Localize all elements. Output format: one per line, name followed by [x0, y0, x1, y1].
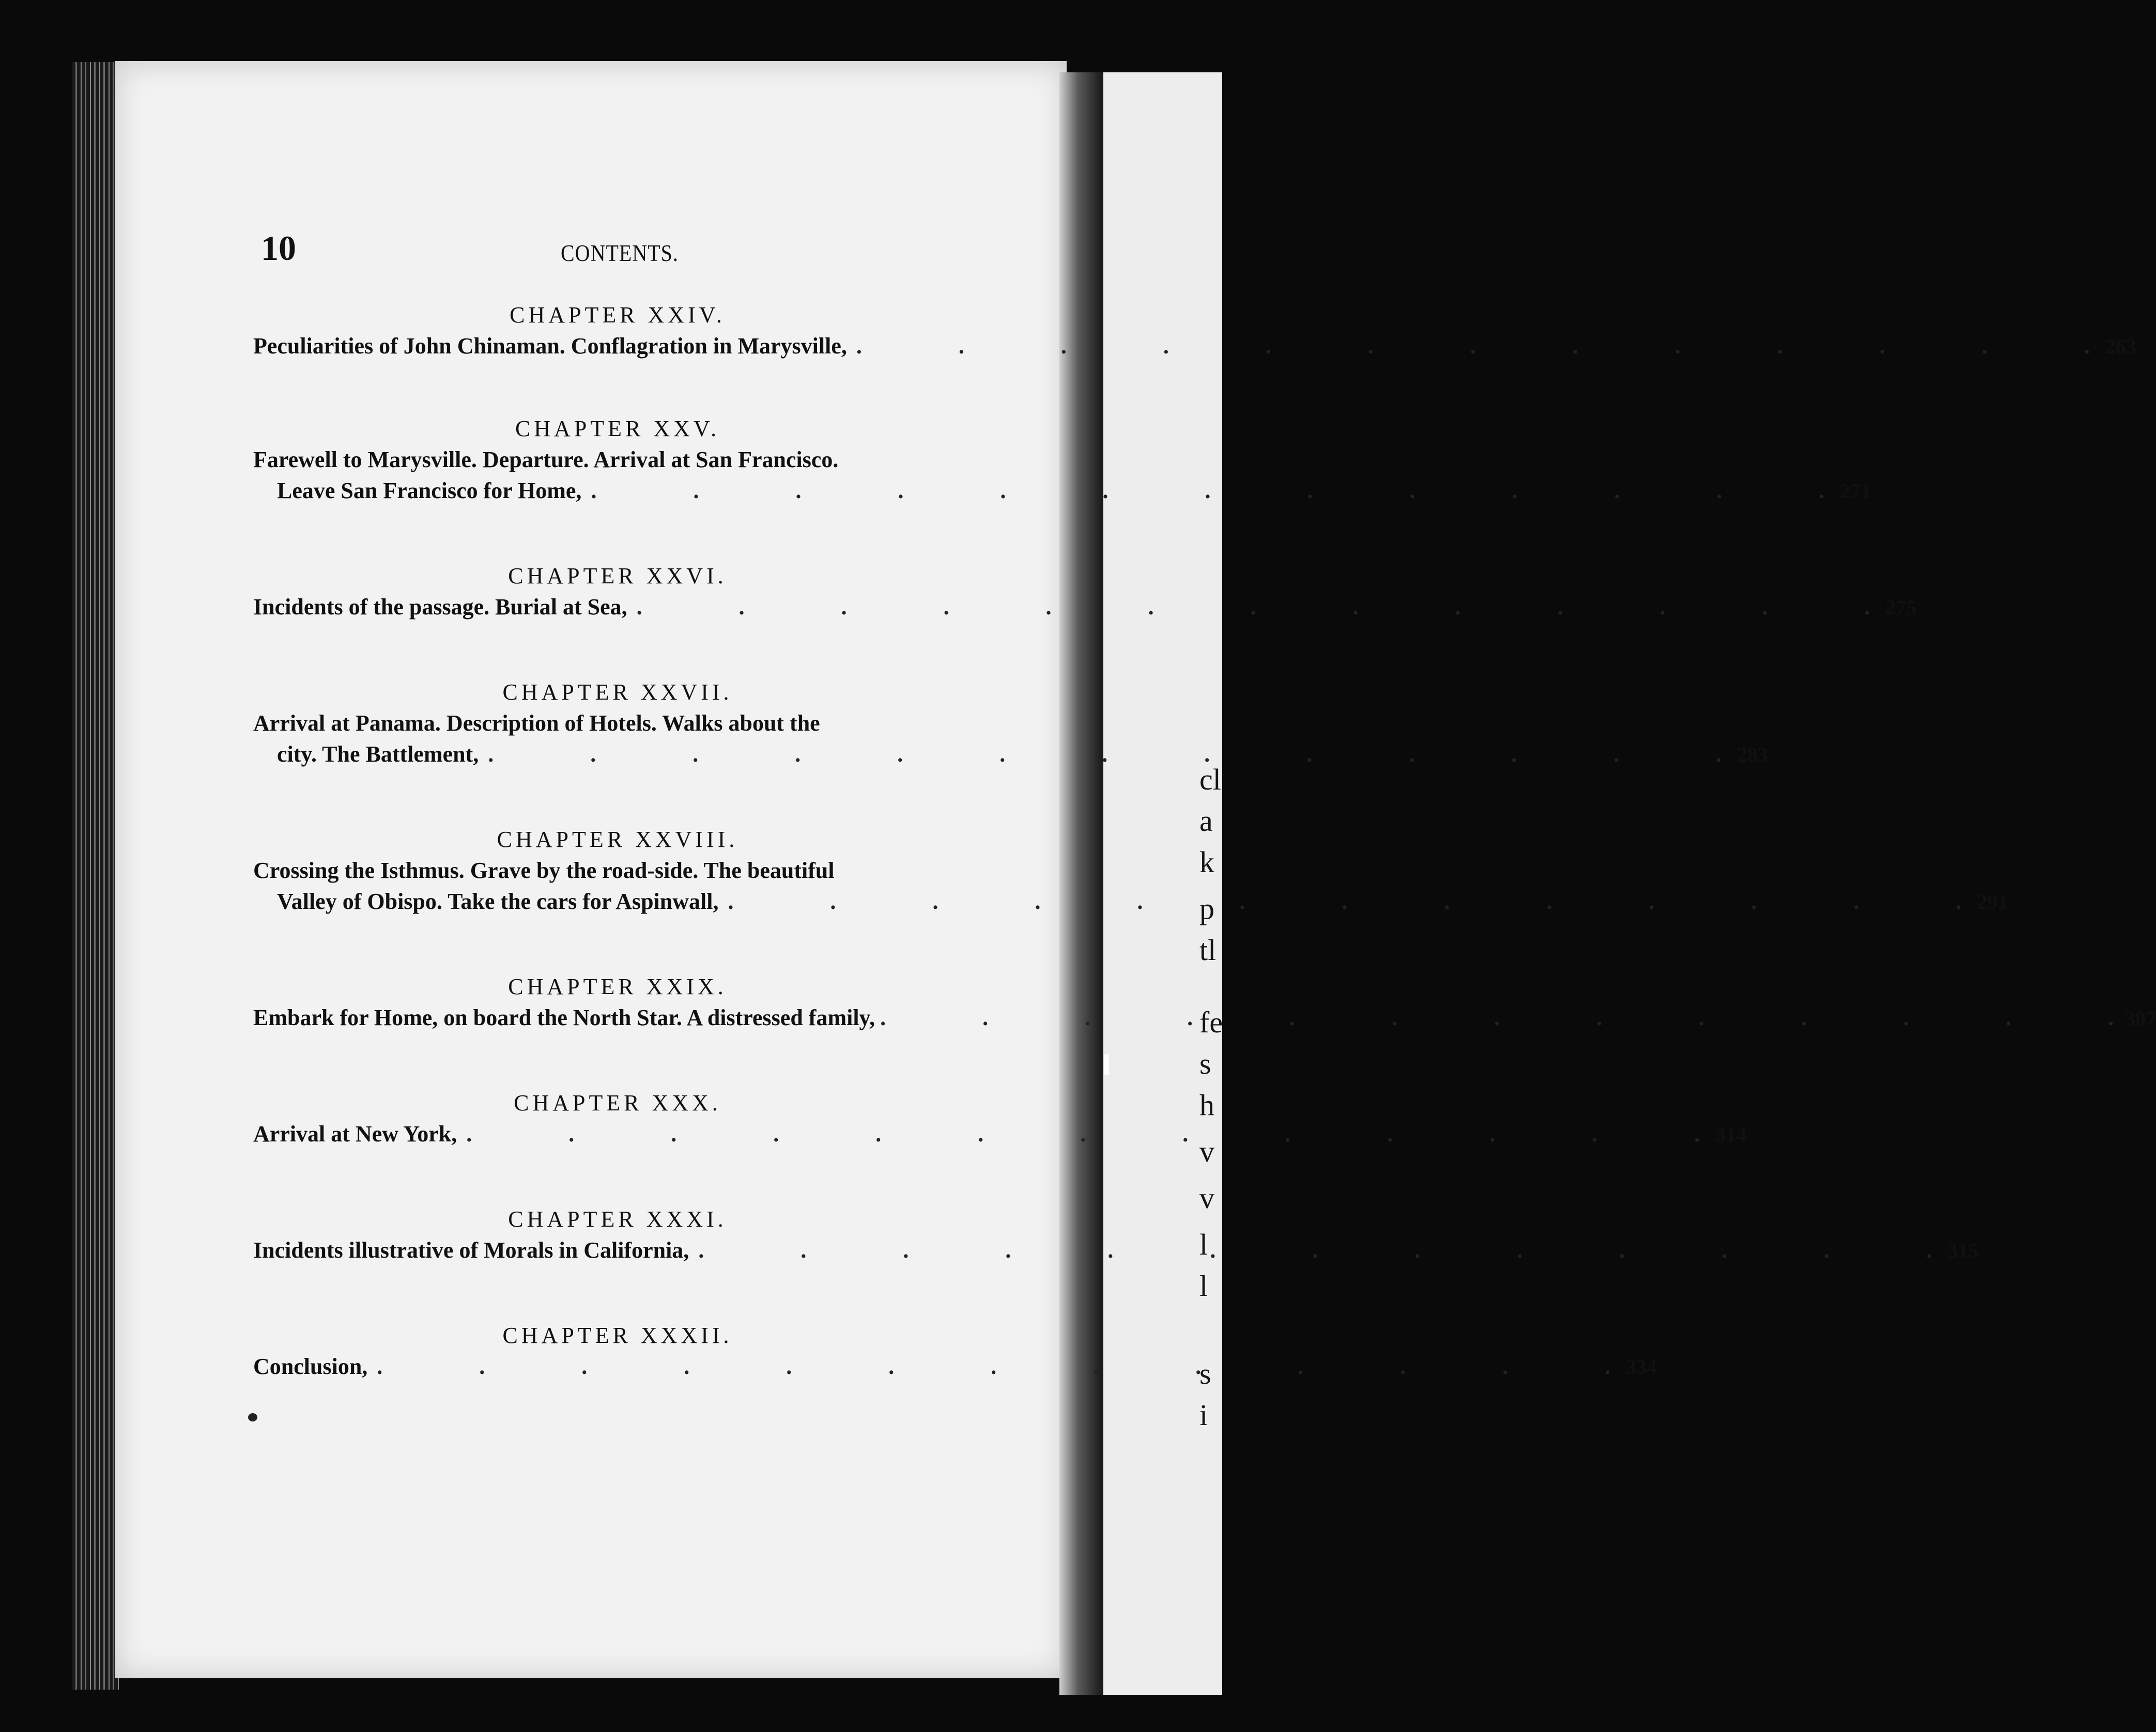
facing-page-fragment: l	[1199, 1228, 1208, 1261]
dot-leader	[591, 475, 1824, 506]
facing-page-fragment: h	[1199, 1088, 1214, 1122]
entry-text: Valley of Obispo. Take the cars for Aspinwall,	[277, 889, 719, 914]
entry-page-number: 307	[2125, 1007, 2156, 1030]
contents-entry	[253, 561, 1917, 623]
page-edge-strips	[72, 62, 119, 1690]
contents-line	[253, 1235, 1979, 1266]
contents-entry	[253, 300, 2136, 362]
facing-page-fragment: v	[1199, 1181, 1214, 1215]
contents-line	[253, 592, 1917, 623]
contents-entry	[253, 677, 1768, 770]
entry-page-number: 275	[1885, 596, 1917, 619]
entry-text: Incidents illustrative of Morals in California,	[253, 1238, 689, 1263]
chapter-heading: CHAPTER XXXI.	[508, 1207, 727, 1232]
contents-line	[253, 1351, 1657, 1382]
page-number: 10	[261, 228, 296, 268]
entry-text: Farewell to Marysville. Departure. Arrival at San Francisco.	[253, 447, 839, 472]
contents-line	[253, 708, 982, 739]
facing-page-fragment: k	[1199, 845, 1214, 879]
facing-page-fragment: tl	[1199, 933, 1216, 967]
facing-page-fragment: l	[1199, 1269, 1208, 1303]
entry-text: Conclusion,	[253, 1354, 368, 1379]
entry-text: Arrival at Panama. Description of Hotels. Walks about the	[253, 710, 820, 736]
entry-page-number: 334	[1626, 1355, 1657, 1379]
contents-line	[253, 739, 1768, 770]
contents-entry	[253, 824, 2008, 917]
facing-page-fragment: cl	[1199, 763, 1221, 796]
chapter-heading: CHAPTER XXXII.	[502, 1323, 733, 1348]
facing-page-fragment: v	[1199, 1135, 1214, 1168]
chapter-heading: CHAPTER XXX.	[514, 1090, 721, 1116]
facing-page-fragment: s	[1199, 1357, 1211, 1390]
chapter-heading: CHAPTER XXVIII.	[497, 827, 738, 852]
contents-line	[253, 444, 982, 475]
dot-leader	[637, 592, 1870, 623]
entry-page-number: 291	[1977, 890, 2008, 914]
facing-page	[1103, 72, 1222, 1695]
entry-text: Peculiarities of John Chinaman. Conflagration in Marysville,	[253, 333, 847, 359]
entry-page-number: 315	[1947, 1239, 1979, 1262]
facing-page-fragment: p	[1199, 892, 1214, 925]
contents-entry	[253, 1204, 1979, 1266]
chapter-heading: CHAPTER XXIV.	[510, 302, 726, 328]
dot-leader	[880, 1002, 2114, 1033]
contents-line	[253, 855, 982, 886]
facing-page-fragment: s	[1199, 1047, 1211, 1080]
entry-text: Crossing the Isthmus. Grave by the road-side. The beautiful	[253, 858, 835, 883]
dot-leader	[698, 1235, 1932, 1266]
entry-text: city. The Battlement,	[277, 741, 479, 767]
dot-leader	[466, 1119, 1700, 1150]
facing-page-fragment: i	[1199, 1398, 1208, 1432]
contents-line	[253, 475, 1871, 506]
dot-leader	[728, 886, 1961, 917]
chapter-heading: CHAPTER XXVI.	[508, 563, 727, 589]
contents-line	[253, 331, 2136, 362]
chapter-heading: CHAPTER XXVII.	[502, 679, 733, 705]
entry-page-number: 314	[1715, 1123, 1747, 1146]
facing-page-fragment: a	[1199, 804, 1213, 838]
contents-entry	[253, 413, 1871, 506]
chapter-heading: CHAPTER XXIX.	[508, 974, 727, 999]
dot-leader	[856, 331, 2090, 362]
entry-text: Leave San Francisco for Home,	[277, 478, 582, 503]
contents-line	[253, 1119, 1747, 1150]
chapter-heading: CHAPTER XXV.	[515, 416, 720, 441]
dot-leader	[488, 739, 1721, 770]
entry-text: Arrival at New York,	[253, 1121, 457, 1147]
book-gutter-shadow	[1059, 72, 1106, 1695]
entry-text: Incidents of the passage. Burial at Sea,	[253, 594, 627, 620]
contents-entry	[253, 1088, 1747, 1150]
running-title: CONTENTS.	[561, 239, 679, 267]
entry-page-number: 283	[1737, 743, 1768, 766]
entry-page-number: 263	[2105, 335, 2136, 358]
entry-page-number: 271	[1840, 480, 1871, 503]
contents-entry	[253, 1320, 1657, 1382]
entry-text: Embark for Home, on board the North Star. A distressed family,	[253, 1005, 875, 1030]
facing-page-fragment: fe	[1199, 1006, 1223, 1039]
contents-line	[253, 886, 2008, 917]
scan-mark	[1104, 1054, 1109, 1075]
dot-leader	[377, 1351, 1610, 1382]
